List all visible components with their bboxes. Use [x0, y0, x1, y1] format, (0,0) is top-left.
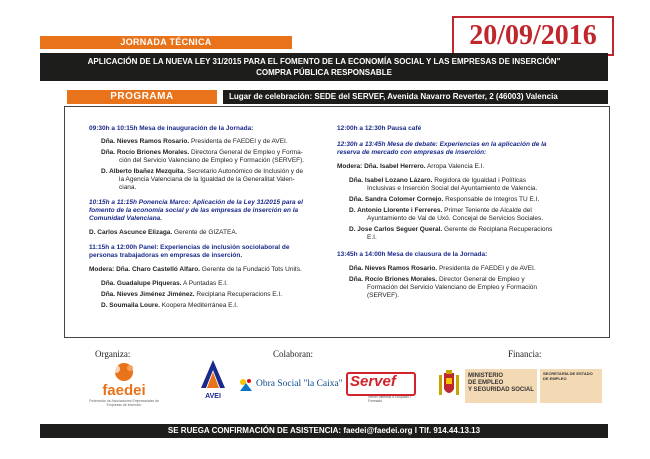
speaker-role-cont: E.I. — [367, 234, 377, 241]
moderator-role: Arropa Valencia E.I. — [425, 163, 485, 170]
organiza-label: Organiza: — [95, 349, 131, 359]
speaker-name: Dña. Nieves Ramos Rosario. — [349, 265, 438, 272]
speaker-role: Presidenta de FAEDEI y de AVEI. — [189, 138, 288, 145]
speaker-role: Reciplana Recuperacions E.I. — [194, 291, 283, 298]
speaker-role: Primer Teniente de Alcalde del — [442, 207, 532, 214]
la-caixa-wordmark: Obra Social "la Caixa" — [256, 379, 343, 389]
avei-logo — [198, 358, 228, 410]
financia-label: Financia: — [508, 349, 542, 359]
event-date: 20/09/2016 — [452, 16, 614, 56]
speaker — [89, 168, 325, 192]
moderator-name: Modera: Dña. Isabel Herrero. — [337, 163, 426, 170]
speaker — [337, 207, 585, 223]
speaker-role: A Puntadas E.I. — [181, 280, 228, 287]
speaker — [89, 229, 325, 237]
speaker-name: Dña. Isabel Lozano Lázaro. — [349, 177, 433, 184]
speaker-name: Dña. Guadalupe Piqueras. — [101, 280, 182, 287]
speaker — [89, 291, 325, 299]
la-caixa-logo — [238, 375, 343, 395]
title-line-2: COMPRA PÚBLICA RESPONSABLE — [256, 68, 392, 77]
rsvp-footer: SE RUEGA CONFIRMACIÓN DE ASISTENCIA: faedei@faedei.org I Tlf. 914.44.13.13 — [40, 424, 608, 438]
program-left-column — [89, 125, 325, 313]
speaker — [337, 265, 585, 273]
speaker — [337, 177, 585, 193]
speaker-role: Koopera Mediterránea E.I. — [159, 302, 238, 309]
colaboran-label: Colaboran: — [273, 349, 313, 359]
speaker-name: Dña. Nieves Ramos Rosario. — [101, 138, 190, 145]
speaker — [89, 149, 325, 165]
speaker — [337, 226, 585, 242]
session-heading: 12:00h a 12:30h Pausa café — [337, 125, 422, 132]
faedei-wordmark: faedei — [102, 382, 146, 399]
speaker-role-cont: ciana. — [119, 184, 137, 191]
ministerio-text: MINISTERIO DE EMPLEO Y SEGURIDAD SOCIAL — [468, 373, 534, 393]
servef-subtitle: Servei Valencià d'Ocupació i Formació — [368, 395, 411, 403]
title-line-1: APLICACIÓN DE LA NUEVA LEY 31/2015 PARA EL FOMENTO DE LA ECONOMÍA SOCIAL Y LAS EMPRESAS DE INSERCIÓN" — [87, 57, 561, 66]
speaker-name: D. Antonio Llorente i Ferreres. — [349, 207, 443, 214]
speaker-name: Dña. Nieves Jiménez Jiménez. — [101, 291, 195, 298]
speaker — [89, 302, 325, 310]
la-caixa-star-icon — [238, 377, 254, 393]
speaker-role-cont: Formación del Servicio Valenciano de Empleo y Formación — [367, 284, 538, 291]
speaker-role: Director General de Empleo y — [437, 276, 525, 283]
programa-tab: PROGRAMA — [67, 90, 217, 104]
jornada-tecnica-tab: JORNADA TÉCNICA — [40, 36, 292, 49]
speaker-name: Dña. Rocío Briones Morales. — [349, 276, 438, 283]
avei-wordmark: AVEI — [205, 393, 221, 400]
servef-wordmark: Servef — [350, 373, 396, 390]
speaker-role-cont: Ayuntamiento de Val de Uxó. Concejal de Servicios Sociales. — [367, 215, 544, 222]
venue-bar: Lugar de celebración: SEDE del SERVEF, Avenida Navarro Reverter, 2 (46003) Valencia — [223, 90, 608, 104]
session-heading: 11:15h a 12:00h Panel: Experiencias de inclusión sociolaboral de personas trabajadoras en empresas de inserción. — [89, 244, 290, 259]
secretaria-text: SECRETARÍA DE ESTADO DE EMPLEO — [543, 371, 593, 381]
program-right-column — [337, 125, 585, 303]
speaker-role: Regidora de Igualdad i Políticas — [432, 177, 527, 184]
speaker-role-cont: Inclusivas e Inserción Social del Ayuntamiento de Valencia. — [367, 185, 538, 192]
session-heading: 09:30h a 10:15h Mesa de inauguración de la Jornada: — [89, 125, 254, 132]
moderator-name: Modera: Dña. Charo Castelló Alfaro. — [89, 266, 200, 273]
moderator — [337, 163, 585, 171]
speaker-role: Presidenta de FAEDEI y de AVEI. — [437, 265, 536, 272]
speaker-role: Responsable de Integros TU E.I. — [443, 196, 540, 203]
speaker-name: Dña. Rocío Briones Morales. — [101, 149, 190, 156]
speaker-name: D. Carlos Ascunce Elizaga. — [89, 229, 173, 236]
ministerio-logo — [437, 365, 607, 407]
coat-of-arms-icon — [437, 369, 461, 401]
speaker-role: Secretario Autonómico de Inclusión y de — [185, 168, 304, 175]
speaker-role-cont: (SERVEF). — [367, 292, 400, 299]
speaker — [89, 280, 325, 288]
moderator — [89, 266, 325, 274]
session-heading: 13:45h a 14:00h Mesa de clausura de la Jornada: — [337, 251, 488, 258]
speaker-role-cont: la Agencia Valenciana de la Igualdad de la Generalitat Valen- — [119, 176, 295, 183]
speaker — [89, 138, 325, 146]
servef-logo — [346, 372, 418, 404]
avei-logo-mark — [198, 358, 228, 392]
speaker-role-cont: ción del Servicio Valenciano de Empleo y Formación (SERVEF). — [119, 157, 305, 164]
program-frame — [64, 106, 610, 338]
speaker-role: Gerente de Reciplana Recuperacions — [442, 226, 553, 233]
speaker — [337, 276, 585, 300]
speaker-role: Directora General de Empleo y Forma- — [189, 149, 303, 156]
speaker-name: Dña. Sandra Colomer Cornejo. — [349, 196, 444, 203]
moderator-role: Gerente de la Fundació Tots Units. — [200, 266, 302, 273]
speaker-name: D. Alberto Ibañez Mezquita. — [101, 168, 186, 175]
title-bar — [40, 53, 608, 81]
speaker-name: D. Soumaila Loure. — [101, 302, 160, 309]
faedei-subtitle: Federación de Asociaciones Empresariales de Empresas de Inserción — [89, 399, 159, 407]
speaker — [337, 196, 585, 204]
faedei-logo — [84, 360, 164, 412]
speaker-role: Gerente de GIZATEA. — [172, 229, 238, 236]
session-heading: 12:30h a 13:45h Mesa de debate: Experiencias en la aplicación de la reserva de mercado con empresas de inserción: — [337, 141, 547, 156]
speaker-name: D. Jose Carlos Seguer Queral. — [349, 226, 443, 233]
session-heading: 10:15h a 11:15h Ponencia Marco: Aplicación de la Ley 31/2015 para el fomento de la economía social y de las empresas de inserción en la Comunidad Valenciana. — [89, 199, 303, 222]
